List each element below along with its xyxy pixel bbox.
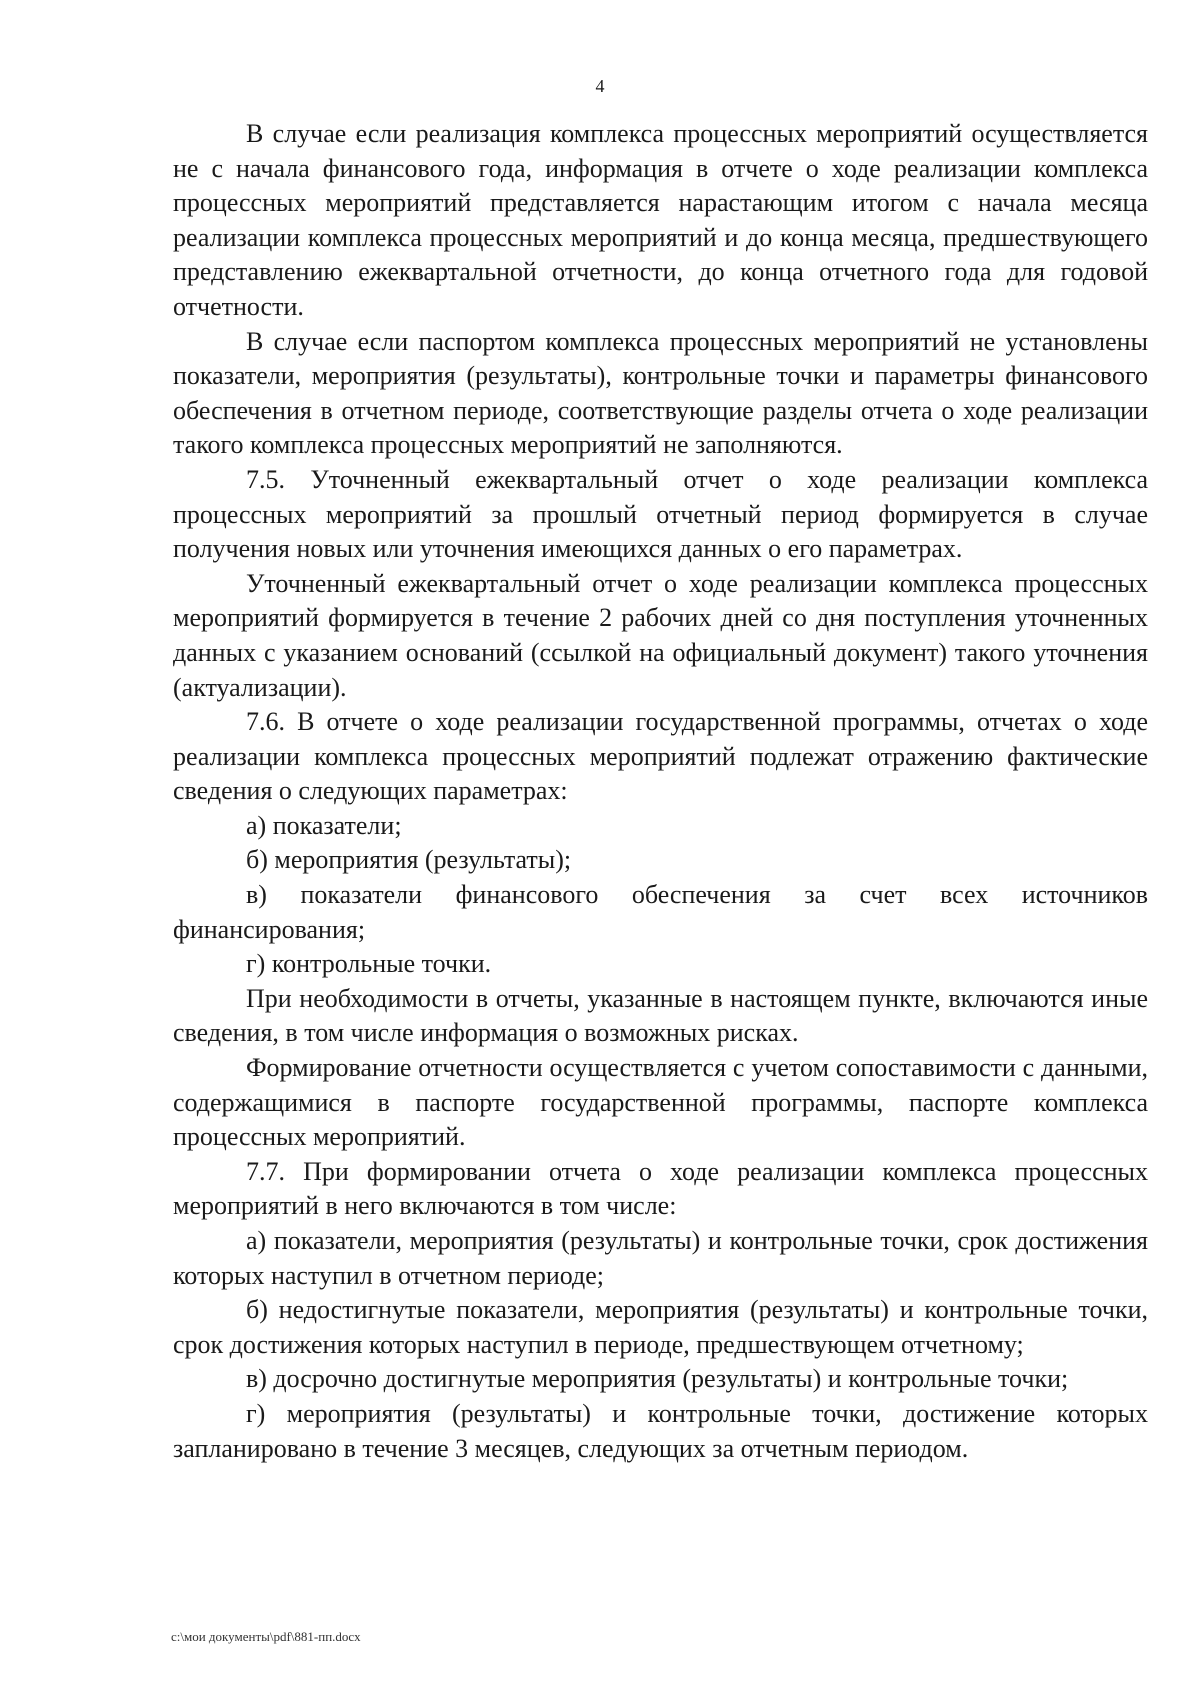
list-item: г) мероприятия (результаты) и контрольные точки, достижение которых запланировано в течение 3 месяцев, следующих за отчетным периодом. xyxy=(173,1398,1148,1463)
list-item: б) мероприятия (результаты); xyxy=(246,845,572,875)
paragraph: Уточненный ежеквартальный отчет о ходе реализации комплекса процессных мероприятий формируется в течение 2 рабочих дней со дня поступления уточненных данных с указанием оснований (ссылкой на официальный документ) такого уточнения (актуализации). xyxy=(173,568,1148,702)
paragraph: В случае если реализация комплекса процессных мероприятий осуществляется не с начала финансового года, информация в отчете о ходе реализации комплекса процессных мероприятий представляется нарастающим итогом с начала месяца реализации комплекса процессных мероприятий и до конца месяца, предшествующего представлению ежеквартальной отчетности, до конца отчетного года для годовой отчетности. xyxy=(173,119,1148,321)
paragraph: 7.7. При формировании отчета о ходе реализации комплекса процессных мероприятий в него включаются в том числе: xyxy=(173,1156,1148,1221)
list-item: в) показатели финансового обеспечения за счет всех источников финансирования; xyxy=(173,880,1148,944)
list-item: г) контрольные точки. xyxy=(246,949,492,979)
paragraph: 7.6. В отчете о ходе реализации государственной программы, отчетах о ходе реализации комплекса процессных мероприятий подлежат отражению фактические сведения о следующих параметрах: xyxy=(173,707,1148,806)
list-item: б) недостигнутые показатели, мероприятия (результаты) и контрольные точки, срок достижения которых наступил в периоде, предшествующем отчетному; xyxy=(173,1295,1148,1359)
file-path-footer: c:\мои документы\pdf\881-пп.docx xyxy=(171,1629,361,1644)
list-item: а) показатели; xyxy=(246,810,402,840)
page-number: 4 xyxy=(595,76,605,96)
paragraph: При необходимости в отчеты, указанные в настоящем пункте, включаются иные сведения, в том числе информация о возможных рисках. xyxy=(173,983,1148,1048)
paragraph: 7.5. Уточненный ежеквартальный отчет о ходе реализации комплекса процессных мероприятий за прошлый отчетный период формируется в случае получения новых или уточнения имеющихся данных о его параметрах. xyxy=(173,464,1148,564)
list-item: а) показатели, мероприятия (результаты) и контрольные точки, срок достижения которых наступил в отчетном периоде; xyxy=(173,1226,1148,1290)
paragraph: В случае если паспортом комплекса процессных мероприятий не установлены показатели, мероприятия (результаты), контрольные точки и параметры финансового обеспечения в отчетном периоде, соответствующие разделы отчета о ходе реализации такого комплекса процессных мероприятий не заполняются. xyxy=(173,326,1148,460)
list-item: в) досрочно достигнутые мероприятия (результаты) и контрольные точки; xyxy=(246,1364,1069,1394)
paragraph: Формирование отчетности осуществляется с учетом сопоставимости с данными, содержащимися в паспорте государственной программы, паспорте комплекса процессных мероприятий. xyxy=(173,1053,1148,1152)
document-body xyxy=(173,117,1148,1466)
